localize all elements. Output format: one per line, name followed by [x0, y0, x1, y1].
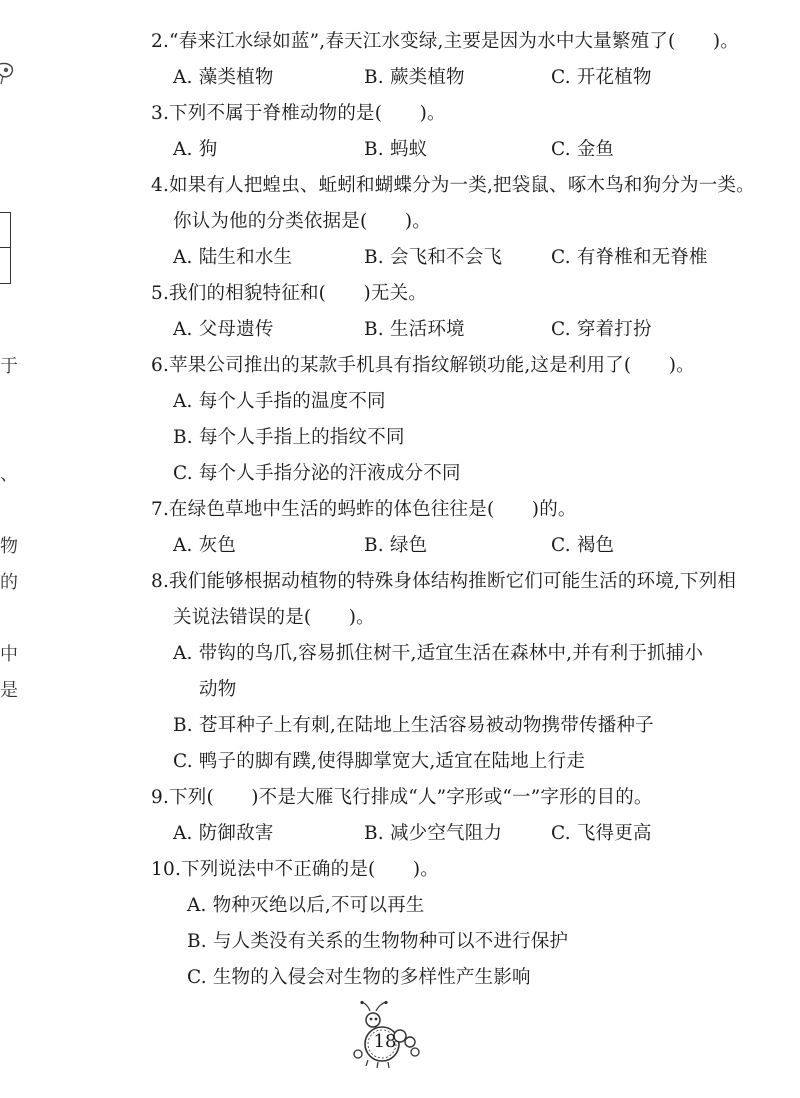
question-9: 9.下列( )不是大雁飞行排成“人”字形或“一”字形的目的。: [151, 787, 653, 808]
option-b: B. 绿色: [364, 535, 428, 556]
option-a: A. 狗: [173, 139, 218, 160]
margin-char: 中: [0, 644, 18, 665]
option-c: C. 开花植物: [551, 67, 652, 88]
question-2: 2.“春来江水绿如蓝”,春天江水变绿,主要是因为水中大量繁殖了( )。: [151, 31, 739, 52]
option-a: A. 防御敌害: [173, 823, 274, 844]
margin-char: 于: [0, 356, 18, 377]
question-6: 6.苹果公司推出的某款手机具有指纹解锁功能,这是利用了( )。: [151, 355, 695, 376]
option-b: B. 与人类没有关系的生物物种可以不进行保护: [187, 931, 569, 952]
option-c: C. 褐色: [551, 535, 615, 556]
option-a: A. 带钩的鸟爪,容易抓住树干,适宜生活在森林中,并有利于抓捕小: [173, 643, 704, 664]
option-b: B. 每个人手指上的指纹不同: [173, 427, 405, 448]
question-4: 4.如果有人把蝗虫、蚯蚓和蝴蝶分为一类,把袋鼠、啄木鸟和狗分为一类。: [151, 175, 755, 196]
option-a: A. 物种灭绝以后,不可以再生: [187, 895, 425, 916]
option-c: C. 鸭子的脚有蹼,使得脚掌宽大,适宜在陆地上行走: [173, 751, 586, 772]
option-c: C. 金鱼: [551, 139, 615, 160]
margin-table-divider: [0, 247, 10, 248]
option-b: B. 苍耳种子上有刺,在陆地上生活容易被动物携带传播种子: [173, 715, 654, 736]
option-b: B. 会飞和不会飞: [364, 247, 503, 268]
option-b: B. 蚂蚁: [364, 139, 428, 160]
option-a: A. 灰色: [173, 535, 237, 556]
option-c: C. 有脊椎和无脊椎: [551, 247, 708, 268]
option-b: B. 蕨类植物: [364, 67, 465, 88]
margin-char: 是: [0, 680, 18, 701]
option-a: A. 每个人手指的温度不同: [173, 391, 386, 412]
option-a: A. 藻类植物: [173, 67, 274, 88]
option-c: C. 穿着打扮: [551, 319, 652, 340]
option-a: A. 陆生和水生: [173, 247, 293, 268]
question-8: 8.我们能够根据动植物的特殊身体结构推断它们可能生活的环境,下列相: [151, 571, 737, 592]
option-b: B. 减少空气阻力: [364, 823, 503, 844]
option-c: C. 飞得更高: [551, 823, 652, 844]
question-4-continued: 你认为他的分类依据是( )。: [173, 211, 431, 232]
page-number: 18: [373, 1031, 397, 1052]
margin-char: 物: [0, 536, 18, 557]
option-b: B. 生活环境: [364, 319, 465, 340]
option-a-continued: 动物: [199, 679, 237, 700]
option-c: C. 每个人手指分泌的汗液成分不同: [173, 463, 461, 484]
question-5: 5.我们的相貌特征和( )无关。: [151, 283, 427, 304]
question-8-continued: 关说法错误的是( )。: [173, 607, 375, 628]
question-7: 7.在绿色草地中生活的蚂蚱的体色往往是( )的。: [151, 499, 577, 520]
margin-table-fragment: [0, 212, 11, 284]
question-3: 3.下列不属于脊椎动物的是( )。: [151, 103, 446, 124]
option-a: A. 父母遗传: [173, 319, 274, 340]
margin-char: 、: [0, 464, 18, 485]
option-c: C. 生物的入侵会对生物的多样性产生影响: [187, 967, 531, 988]
margin-char: 的: [0, 572, 18, 593]
question-10: 10.下列说法中不正确的是( )。: [151, 859, 439, 880]
margin-flower-icon: [0, 58, 18, 88]
